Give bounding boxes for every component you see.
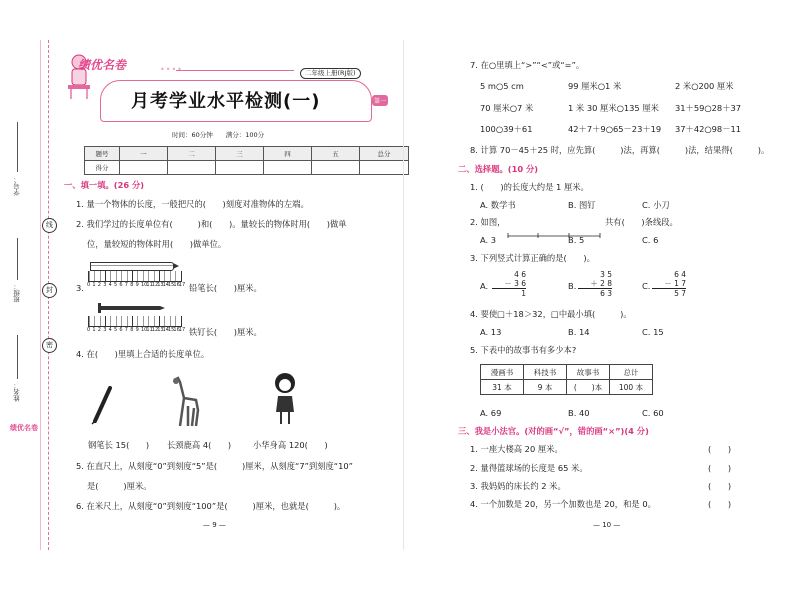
title-tag: 第一 [372, 95, 388, 106]
calc-a-line3: 1 [521, 289, 526, 298]
ruler-number: 16 [173, 327, 180, 333]
q8-text: 8. 计算 70－45＋25 时，应先算( )法，再算( )法，结果得( )。 [470, 145, 770, 155]
ruler-number: 14 [162, 327, 169, 333]
judge-2-answer[interactable]: ( ) [708, 463, 732, 473]
ruler-number: 9 [135, 282, 139, 288]
c3-option-c[interactable]: C. [642, 281, 651, 291]
score-head-cell: 四 [264, 147, 312, 161]
student-number-line [17, 122, 18, 172]
q4-item-giraffe: 长颈鹿高 4( ) [167, 440, 232, 450]
calc-c-line1: 6 4 [674, 270, 686, 279]
segment-figure [507, 223, 601, 242]
c3-option-a[interactable]: A. [480, 281, 489, 291]
ruler-number: 6 [119, 282, 123, 288]
judge-1-answer[interactable]: ( ) [708, 444, 732, 454]
c5-option-b[interactable]: B. 40 [568, 408, 590, 418]
score-head-cell: 题号 [85, 147, 120, 161]
ruler-number: 13 [157, 282, 164, 288]
q7-text: 7. 在○里填上“>”“<”或“=”。 [470, 60, 585, 70]
grade-badge: 二年级上册(RJ版) [300, 68, 361, 79]
calc-a-line2: － 3 6 [492, 279, 526, 289]
q7-r3-c: 37＋42○98－11 [675, 124, 742, 134]
ruler-number: 3 [103, 282, 107, 288]
c2-text-tail: 共有( )条线段。 [605, 217, 678, 227]
ruler-number: 9 [135, 327, 139, 333]
story-head-cell: 总计 [610, 365, 653, 380]
ruler-number: 10 [141, 282, 148, 288]
ruler-number: 0 [87, 327, 91, 333]
giraffe-icon [168, 376, 202, 428]
judge-4-text: 4. 一个加数是 20，另一个加数也是 20，和是 0。 [470, 499, 656, 509]
ruler-nail-numbers [87, 327, 186, 333]
score-table [84, 146, 409, 175]
seal-char-mi: 密 [42, 338, 57, 353]
story-head-cell: 漫画书 [481, 365, 524, 380]
story-cell[interactable]: ( )本 [567, 380, 610, 395]
score-head-cell: 一 [120, 147, 168, 161]
q5-text-line2: 是( )厘米。 [87, 481, 152, 491]
q7-r2-b: 1 米 30 厘米○135 厘米 [568, 103, 659, 113]
ruler-number: 3 [103, 327, 107, 333]
page-title: 月考学业水平检测(一) [131, 91, 321, 112]
score-cell[interactable] [120, 161, 168, 175]
score-cell[interactable] [216, 161, 264, 175]
ruler-number: 11 [146, 327, 153, 333]
ruler-number: 2 [97, 282, 101, 288]
score-head-cell: 二 [168, 147, 216, 161]
ruler-number: 6 [119, 327, 123, 333]
ruler-number: 7 [124, 327, 128, 333]
judge-3-text: 3. 我妈妈的床长约 2 米。 [470, 481, 566, 491]
q7-r3-b: 42＋7＋9○65－23＋19 [568, 124, 662, 134]
ruler-number: 1 [92, 327, 96, 333]
ruler-number: 17 [178, 282, 186, 288]
q5-text-line1: 5. 在直尺上，从刻度“0”到刻度“5”是( )厘米，从刻度“7”到刻度“10” [76, 461, 353, 471]
q6-text: 6. 在米尺上，从刻度“0”到刻度“100”是( )厘米，也就是( )。 [76, 501, 346, 511]
c4-option-a[interactable]: A. 13 [480, 327, 502, 337]
q7-r3-a: 100○39＋61 [480, 124, 533, 134]
ruler-number: 5 [114, 327, 118, 333]
ruler-number: 7 [124, 282, 128, 288]
vertical-calc-c [652, 270, 686, 298]
ruler-number: 15 [168, 282, 175, 288]
c3-text: 3. 下列竖式计算正确的是( )。 [470, 253, 595, 263]
score-cell[interactable] [264, 161, 312, 175]
c4-option-c[interactable]: C. 15 [642, 327, 664, 337]
judge-2-text: 2. 量得篮球场的长度是 65 米。 [470, 463, 588, 473]
section-3-heading: 三、我是小法官。(对的画“√”，错的画“×”)(4 分) [458, 426, 649, 436]
c4-text: 4. 要使□＋18＞32，□中最小填( )。 [470, 309, 632, 319]
judge-1-text: 1. 一座大楼高 20 厘米。 [470, 444, 563, 454]
c1-option-c[interactable]: C. 小刀 [642, 200, 670, 210]
story-cell: 9 本 [524, 380, 567, 395]
exam-meta: 时间：60分钟 满分：100分 [172, 131, 265, 139]
score-cell[interactable] [360, 161, 409, 175]
name-line [17, 335, 18, 379]
c5-text: 5. 下表中的故事书有多少本? [470, 345, 577, 355]
calc-c-line3: 5 7 [674, 289, 686, 298]
c4-option-b[interactable]: B. 14 [568, 327, 590, 337]
q4-item-pen: 钢笔长 15( ) [88, 440, 150, 450]
seal-char-feng: 封 [42, 283, 57, 298]
margin-guide-line [40, 40, 41, 550]
story-head-cell: 科技书 [524, 365, 567, 380]
vertical-calc-a [492, 270, 526, 298]
page-number-left: — 9 — [203, 521, 226, 529]
decor-dots: •••• [160, 65, 183, 74]
c2-option-c[interactable]: C. 6 [642, 235, 659, 245]
calc-a-line1: 4 6 [514, 270, 526, 279]
ruler-number: 13 [157, 327, 164, 333]
story-cell: 100 本 [610, 380, 653, 395]
ruler-number: 4 [108, 327, 112, 333]
c1-option-a[interactable]: A. 数学书 [480, 200, 516, 210]
page-divider [403, 40, 404, 550]
judge-4-answer[interactable]: ( ) [708, 499, 732, 509]
ruler-number: 8 [130, 282, 134, 288]
student-number-label: 学号： [13, 176, 21, 196]
q3-pencil-text: 铅笔长( )厘米。 [189, 283, 262, 293]
c5-option-c[interactable]: C. 60 [642, 408, 664, 418]
header-line [176, 70, 294, 71]
ruler-number: 0 [87, 282, 91, 288]
section-2-heading: 二、选择题。(10 分) [458, 164, 539, 174]
girl-xiaohua-icon [272, 372, 298, 426]
c5-option-a[interactable]: A. 69 [480, 408, 502, 418]
c3-option-b[interactable]: B. [568, 281, 577, 291]
score-head-cell: 三 [216, 147, 264, 161]
ruler-number: 4 [108, 282, 112, 288]
fountain-pen-icon [90, 385, 114, 425]
story-book-table [480, 364, 653, 395]
ruler-number: 12 [151, 282, 159, 288]
q7-r2-a: 70 厘米○7 米 [480, 103, 534, 113]
page-number-right: — 10 — [593, 521, 621, 529]
ruler-number: 2 [97, 327, 101, 333]
c2-option-a[interactable]: A. 3 [480, 235, 497, 245]
ruler-number: 5 [114, 282, 118, 288]
judge-3-answer[interactable]: ( ) [708, 481, 732, 491]
calc-c-line2: － 1 7 [652, 279, 686, 289]
ruler-number: 16 [173, 282, 180, 288]
ruler-number: 12 [151, 327, 159, 333]
nail-icon [100, 306, 160, 310]
ruler-number: 14 [162, 282, 169, 288]
ruler-number: 15 [168, 327, 175, 333]
ruler-number: 11 [146, 282, 153, 288]
pencil-icon [90, 262, 174, 271]
class-line [17, 238, 18, 280]
calc-b-line1: 3 5 [600, 270, 612, 279]
calc-b-line2: ＋ 2 8 [578, 279, 612, 289]
ruler-pencil-numbers [87, 282, 186, 288]
section-1-heading: 一、填一填。(26 分) [64, 180, 145, 190]
c1-text: 1. ( )的长度大约是 1 厘米。 [470, 182, 589, 192]
q2-text-line2: 位，量较短的物体时用( )做单位。 [87, 239, 227, 249]
score-head-cell: 五 [312, 147, 360, 161]
q3-nail-text: 铁钉长( )厘米。 [189, 327, 262, 337]
vertical-calc-b [578, 270, 612, 298]
q7-r1-a: 5 m○5 cm [480, 81, 524, 91]
story-head-cell: 故事书 [567, 365, 610, 380]
name-label: 姓名： [13, 382, 21, 402]
score-cell[interactable] [312, 161, 360, 175]
q1-text: 1. 量一个物体的长度，一般把尺的( )刻度对准物体的左端。 [76, 199, 309, 209]
ruler-nail [88, 316, 182, 327]
story-cell: 31 本 [481, 380, 524, 395]
q4-text: 4. 在( )里填上合适的长度单位。 [76, 349, 210, 359]
class-label: 班级： [13, 283, 21, 303]
score-head-cell: 总分 [360, 147, 409, 161]
q7-r1-b: 99 厘米○1 米 [568, 81, 622, 91]
q7-r2-c: 31＋59○28＋37 [675, 103, 742, 113]
ruler-number: 10 [141, 327, 148, 333]
q3-number: 3. [76, 283, 84, 293]
c1-option-b[interactable]: B. 图钉 [568, 200, 596, 210]
c2-option-b[interactable]: B. 5 [568, 235, 585, 245]
score-cell[interactable] [168, 161, 216, 175]
side-brand-logo: 绩优名卷 [10, 424, 38, 432]
ruler-number: 8 [130, 327, 134, 333]
ruler-number: 17 [178, 327, 186, 333]
ruler-number: 1 [92, 282, 96, 288]
q2-text-line1: 2. 我们学过的长度单位有( )和( )。量较长的物体时用( )做单 [76, 219, 347, 229]
ruler-pencil [88, 271, 182, 282]
q4-item-height: 小华身高 120( ) [253, 440, 328, 450]
c2-text: 2. 如图， [470, 217, 506, 227]
q7-r1-c: 2 米○200 厘米 [675, 81, 734, 91]
score-row-label: 得分 [85, 161, 120, 175]
seal-char-xian: 线 [42, 218, 57, 233]
brand-logo: 绩优名卷 [78, 58, 127, 72]
calc-b-line3: 6 3 [600, 289, 612, 298]
